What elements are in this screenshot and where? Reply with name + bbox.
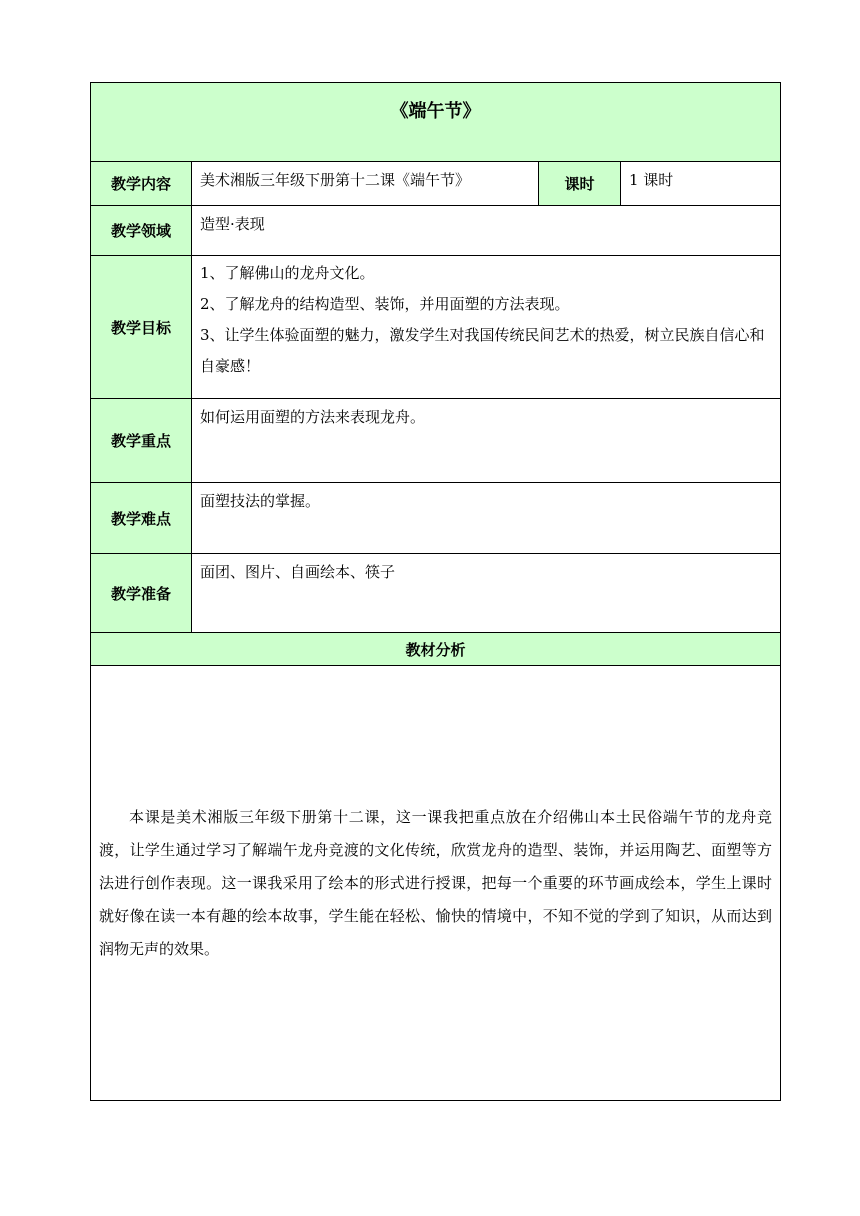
difficulties-value: 面塑技法的掌握。 bbox=[192, 483, 781, 554]
domain-value: 造型·表现 bbox=[192, 206, 781, 256]
analysis-cell bbox=[91, 666, 781, 1101]
analysis-text: 本课是美术湘版三年级下册第十二课，这一课我把重点放在介绍佛山本土民俗端午节的龙舟竞渡，让学生通过学习了解端午龙舟竞渡的文化传统，欣赏龙舟的造型、装饰，并运用陶艺、面塑等方法进行创作表现。这一课我采用了绘本的形式进行授课，把每一个重要的环节画成绘本，学生上课时就好像在读一本有趣的绘本故事，学生能在轻松、愉快的情境中，不知不觉的学到了知识，从而达到润物无声的效果。 bbox=[99, 807, 772, 958]
goals-value bbox=[192, 256, 781, 399]
hours-value: 1 课时 bbox=[621, 162, 781, 206]
page-title: 《端午节》 bbox=[390, 101, 481, 122]
key-points-value: 如何运用面塑的方法来表现龙舟。 bbox=[192, 399, 781, 483]
lesson-plan-table bbox=[90, 82, 781, 1101]
goal-item-1: 1、了解佛山的龙舟文化。 bbox=[200, 264, 375, 282]
title-cell bbox=[91, 83, 781, 162]
content-label: 教学内容 bbox=[91, 162, 192, 206]
content-value: 美术湘版三年级下册第十二课《端午节》 bbox=[192, 162, 539, 206]
goals-label: 教学目标 bbox=[91, 256, 192, 399]
hours-label: 课时 bbox=[539, 162, 621, 206]
domain-label: 教学领域 bbox=[91, 206, 192, 256]
preparation-label: 教学准备 bbox=[91, 554, 192, 633]
preparation-value: 面团、图片、自画绘本、筷子 bbox=[192, 554, 781, 633]
analysis-header: 教材分析 bbox=[91, 633, 781, 666]
difficulties-label: 教学难点 bbox=[91, 483, 192, 554]
goal-item-2: 2、了解龙舟的结构造型、装饰，并用面塑的方法表现。 bbox=[200, 295, 570, 313]
key-points-label: 教学重点 bbox=[91, 399, 192, 483]
goal-item-3: 3、让学生体验面塑的魅力，激发学生对我国传统民间艺术的热爱，树立民族自信心和自豪感！ bbox=[200, 326, 765, 375]
